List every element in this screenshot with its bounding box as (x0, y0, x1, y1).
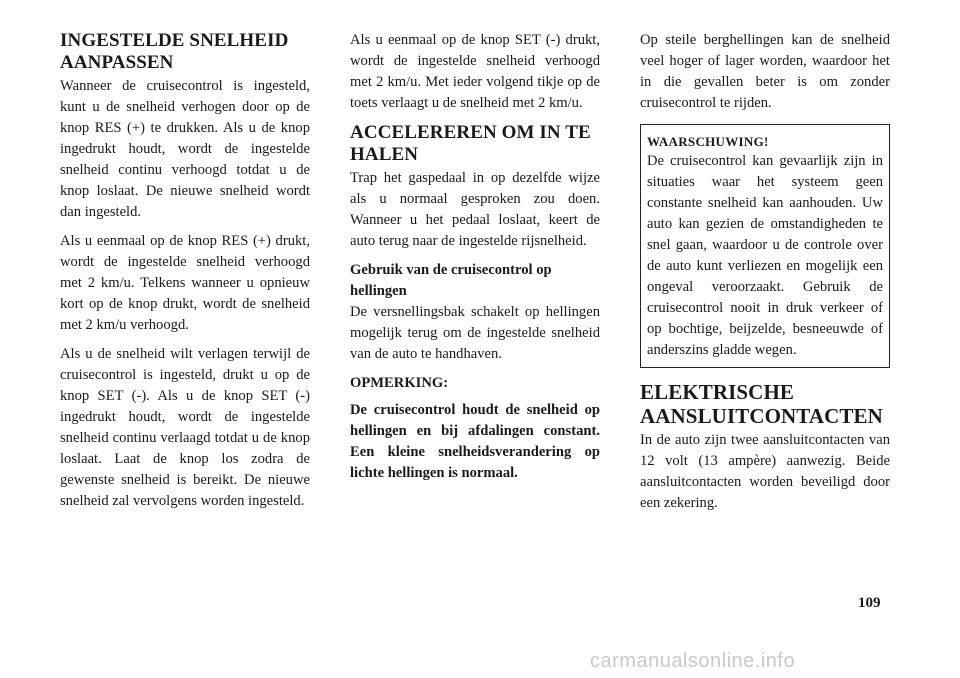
warning-body: De cruisecontrol kan gevaarlijk zijn in situaties waar het systeem geen constante snelheid kan aanhouden. Uw auto kan gezien de omstandigheden te snel gaan, waardoor u de controle over de auto kunt verliezen en mogelijk een ongeval veroorzaakt. Gebruik de cruisecontrol nooit in druk verkeer of op bochtige, beijzelde, besneeuwde of anderszins gladde wegen. (647, 153, 883, 358)
paragraph: Als u de snelheid wilt verlagen terwijl de cruisecontrol is ingesteld, drukt u op de knop SET (-). Als u de knop SET (-) ingedrukt houdt, wordt de ingestelde snelheid continu verlaagd totdat u de knop loslaat. Laat de knop los zodra de gewenste snelheid is bereikt. De nieuwe snelheid zal vervolgens worden ingesteld. (60, 346, 310, 509)
page-number: 109 (858, 595, 881, 611)
subheading-hills: Gebruik van de cruisecontrol op hellingen (350, 262, 552, 299)
paragraph: Wanneer de cruisecontrol is ingesteld, kunt u de snelheid verhogen door op de knop RES (+) te drukken. Als u de knop ingedrukt houdt, wordt de ingestelde snelheid continu verhoogd totdat u de knop loslaat. De nieuwe snelheid wordt dan ingesteld. (60, 78, 310, 220)
paragraph: In de auto zijn twee aansluitcontacten van 12 volt (13 ampère) aanwezig. Beide aansluitcontacten worden beveiligd door een zekering. (640, 432, 890, 511)
watermark: carmanualsonline.info (590, 650, 796, 672)
warning-box (640, 124, 890, 368)
paragraph: Trap het gaspedaal in op dezelfde wijze als u normaal gesproken zou doen. Wanneer u het pedaal loslaat, keert de auto terug naar de ingestelde rijsnelheid. (350, 170, 600, 249)
column-left (60, 30, 310, 520)
section-heading-speed-adjust: INGESTELDE SNELHEID AANPASSEN (60, 30, 289, 73)
column-middle (350, 30, 600, 484)
note-label: OPMERKING: (350, 375, 449, 391)
paragraph: De versnellingsbak schakelt op hellingen mogelijk terug om de ingestelde snelheid van de auto te handhaven. (350, 304, 600, 362)
paragraph: Als u eenmaal op de knop SET (-) drukt, wordt de ingestelde snelheid verhoogd met 2 km/u. Met ieder volgend tikje op de toets verlaagt u de snelheid met 2 km/u. (350, 32, 600, 111)
paragraph: Als u eenmaal op de knop RES (+) drukt, wordt de ingestelde snelheid verhoogd met 2 km/u. Telkens wanneer u opnieuw kort op de knop drukt, wordt de snelheid met 2 km/u verhoogd. (60, 233, 310, 333)
section-heading-power-outlets: ELEKTRISCHE AANSLUITCONTACTEN (640, 380, 883, 428)
paragraph: Op steile berghellingen kan de snelheid veel hoger of lager worden, waardoor het in die gevallen beter is om zonder cruisecontrol te rijden. (640, 32, 890, 111)
note-body: De cruisecontrol houdt de snelheid op hellingen en bij afdalingen constant. Een kleine snelheidsverandering op lichte hellingen is normaal. (350, 402, 600, 481)
column-right (640, 30, 890, 522)
warning-title: WAARSCHUWING! (647, 134, 769, 149)
section-heading-accelerate: ACCELEREREN OM IN TE HALEN (350, 122, 591, 165)
